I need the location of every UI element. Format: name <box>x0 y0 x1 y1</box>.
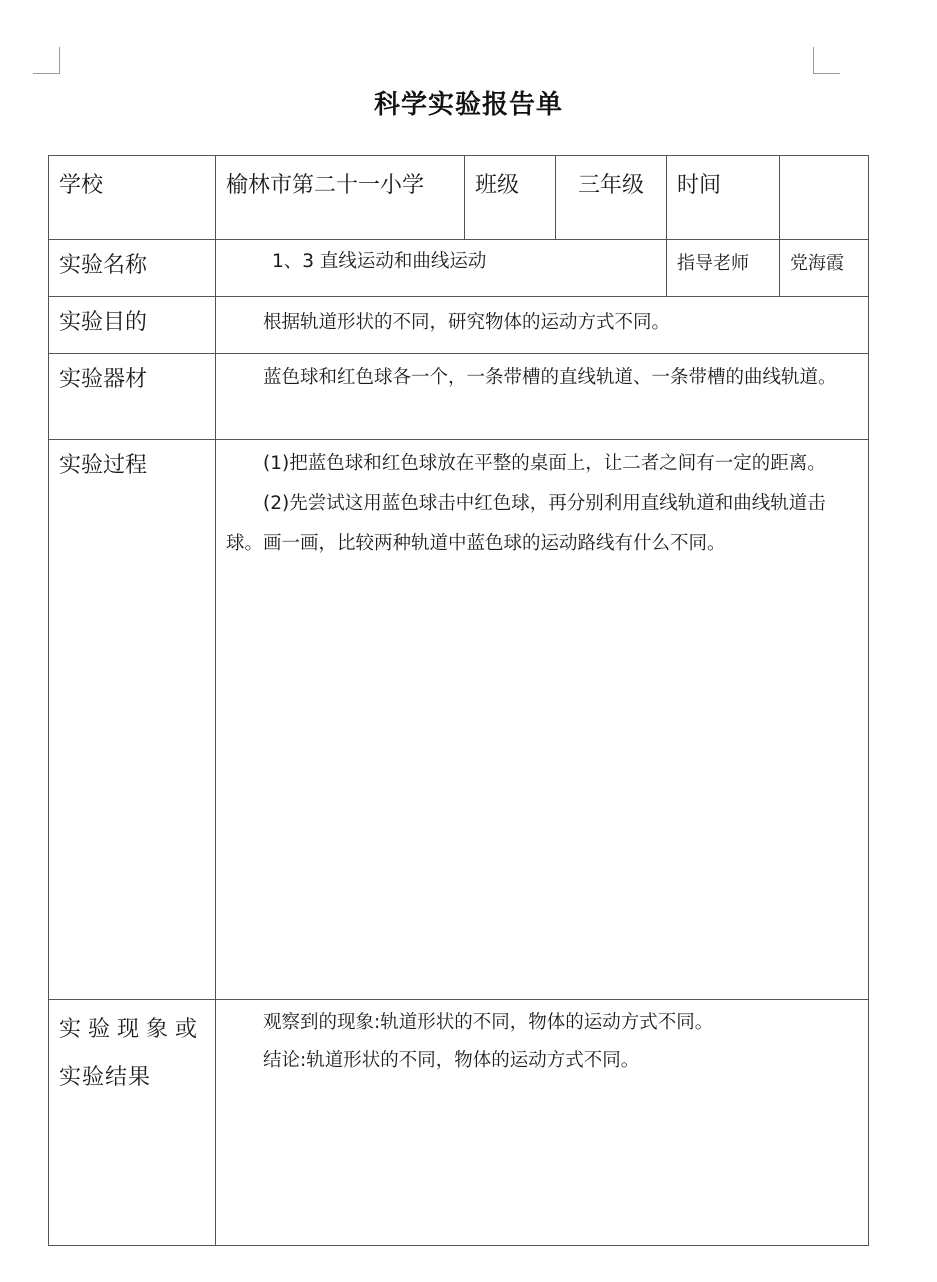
table-row-header <box>49 156 869 240</box>
teacher-label: 指导老师 <box>667 240 780 297</box>
result-label-line-1: 实验现象或 <box>59 1017 205 1042</box>
process-label: 实验过程 <box>49 440 216 1000</box>
table-row-experiment-name <box>49 240 869 297</box>
result-label <box>49 1000 216 1246</box>
class-value: 三年级 <box>556 156 667 240</box>
school-label: 学校 <box>49 156 216 240</box>
experiment-name-value: 1、3 直线运动和曲线运动 <box>216 240 667 297</box>
conclusion-text: 结论:轨道形状的不同，物体的运动方式不同。 <box>263 1050 640 1071</box>
page-corner-mark-top-left <box>33 47 60 74</box>
purpose-content <box>216 297 869 354</box>
experiment-name-label: 实验名称 <box>49 240 216 297</box>
time-label: 时间 <box>667 156 780 240</box>
table-row-materials <box>49 354 869 440</box>
document-title: 科学实验报告单 <box>373 90 563 120</box>
table-row-result <box>49 1000 869 1246</box>
class-label: 班级 <box>465 156 556 240</box>
table-row-process <box>49 440 869 1000</box>
teacher-value: 党海霞 <box>780 240 869 297</box>
observation-text: 观察到的现象:轨道形状的不同，物体的运动方式不同。 <box>263 1012 714 1033</box>
report-table <box>48 155 869 1246</box>
page-corner-mark-top-right <box>813 47 840 74</box>
process-content <box>216 440 869 1000</box>
purpose-text: 根据轨道形状的不同，研究物体的运动方式不同。 <box>263 312 671 333</box>
school-value: 榆林市第二十一小学 <box>216 156 465 240</box>
materials-label: 实验器材 <box>49 354 216 440</box>
process-step-1: (1)把蓝色球和红色球放在平整的桌面上，让二者之间有一定的距离。 <box>263 453 826 474</box>
result-label-line-2: 实验结果 <box>59 1065 152 1090</box>
process-step-2: (2)先尝试这用蓝色球击中红色球，再分别利用直线轨道和曲线轨道击球。画一画，比较两种轨道中蓝色球的运动路线有什么不同。 <box>226 493 826 554</box>
purpose-label: 实验目的 <box>49 297 216 354</box>
materials-content <box>216 354 869 440</box>
table-row-purpose <box>49 297 869 354</box>
result-content <box>216 1000 869 1246</box>
materials-text: 蓝色球和红色球各一个，一条带槽的直线轨道、一条带槽的曲线轨道。 <box>263 367 837 388</box>
time-value <box>780 156 869 240</box>
